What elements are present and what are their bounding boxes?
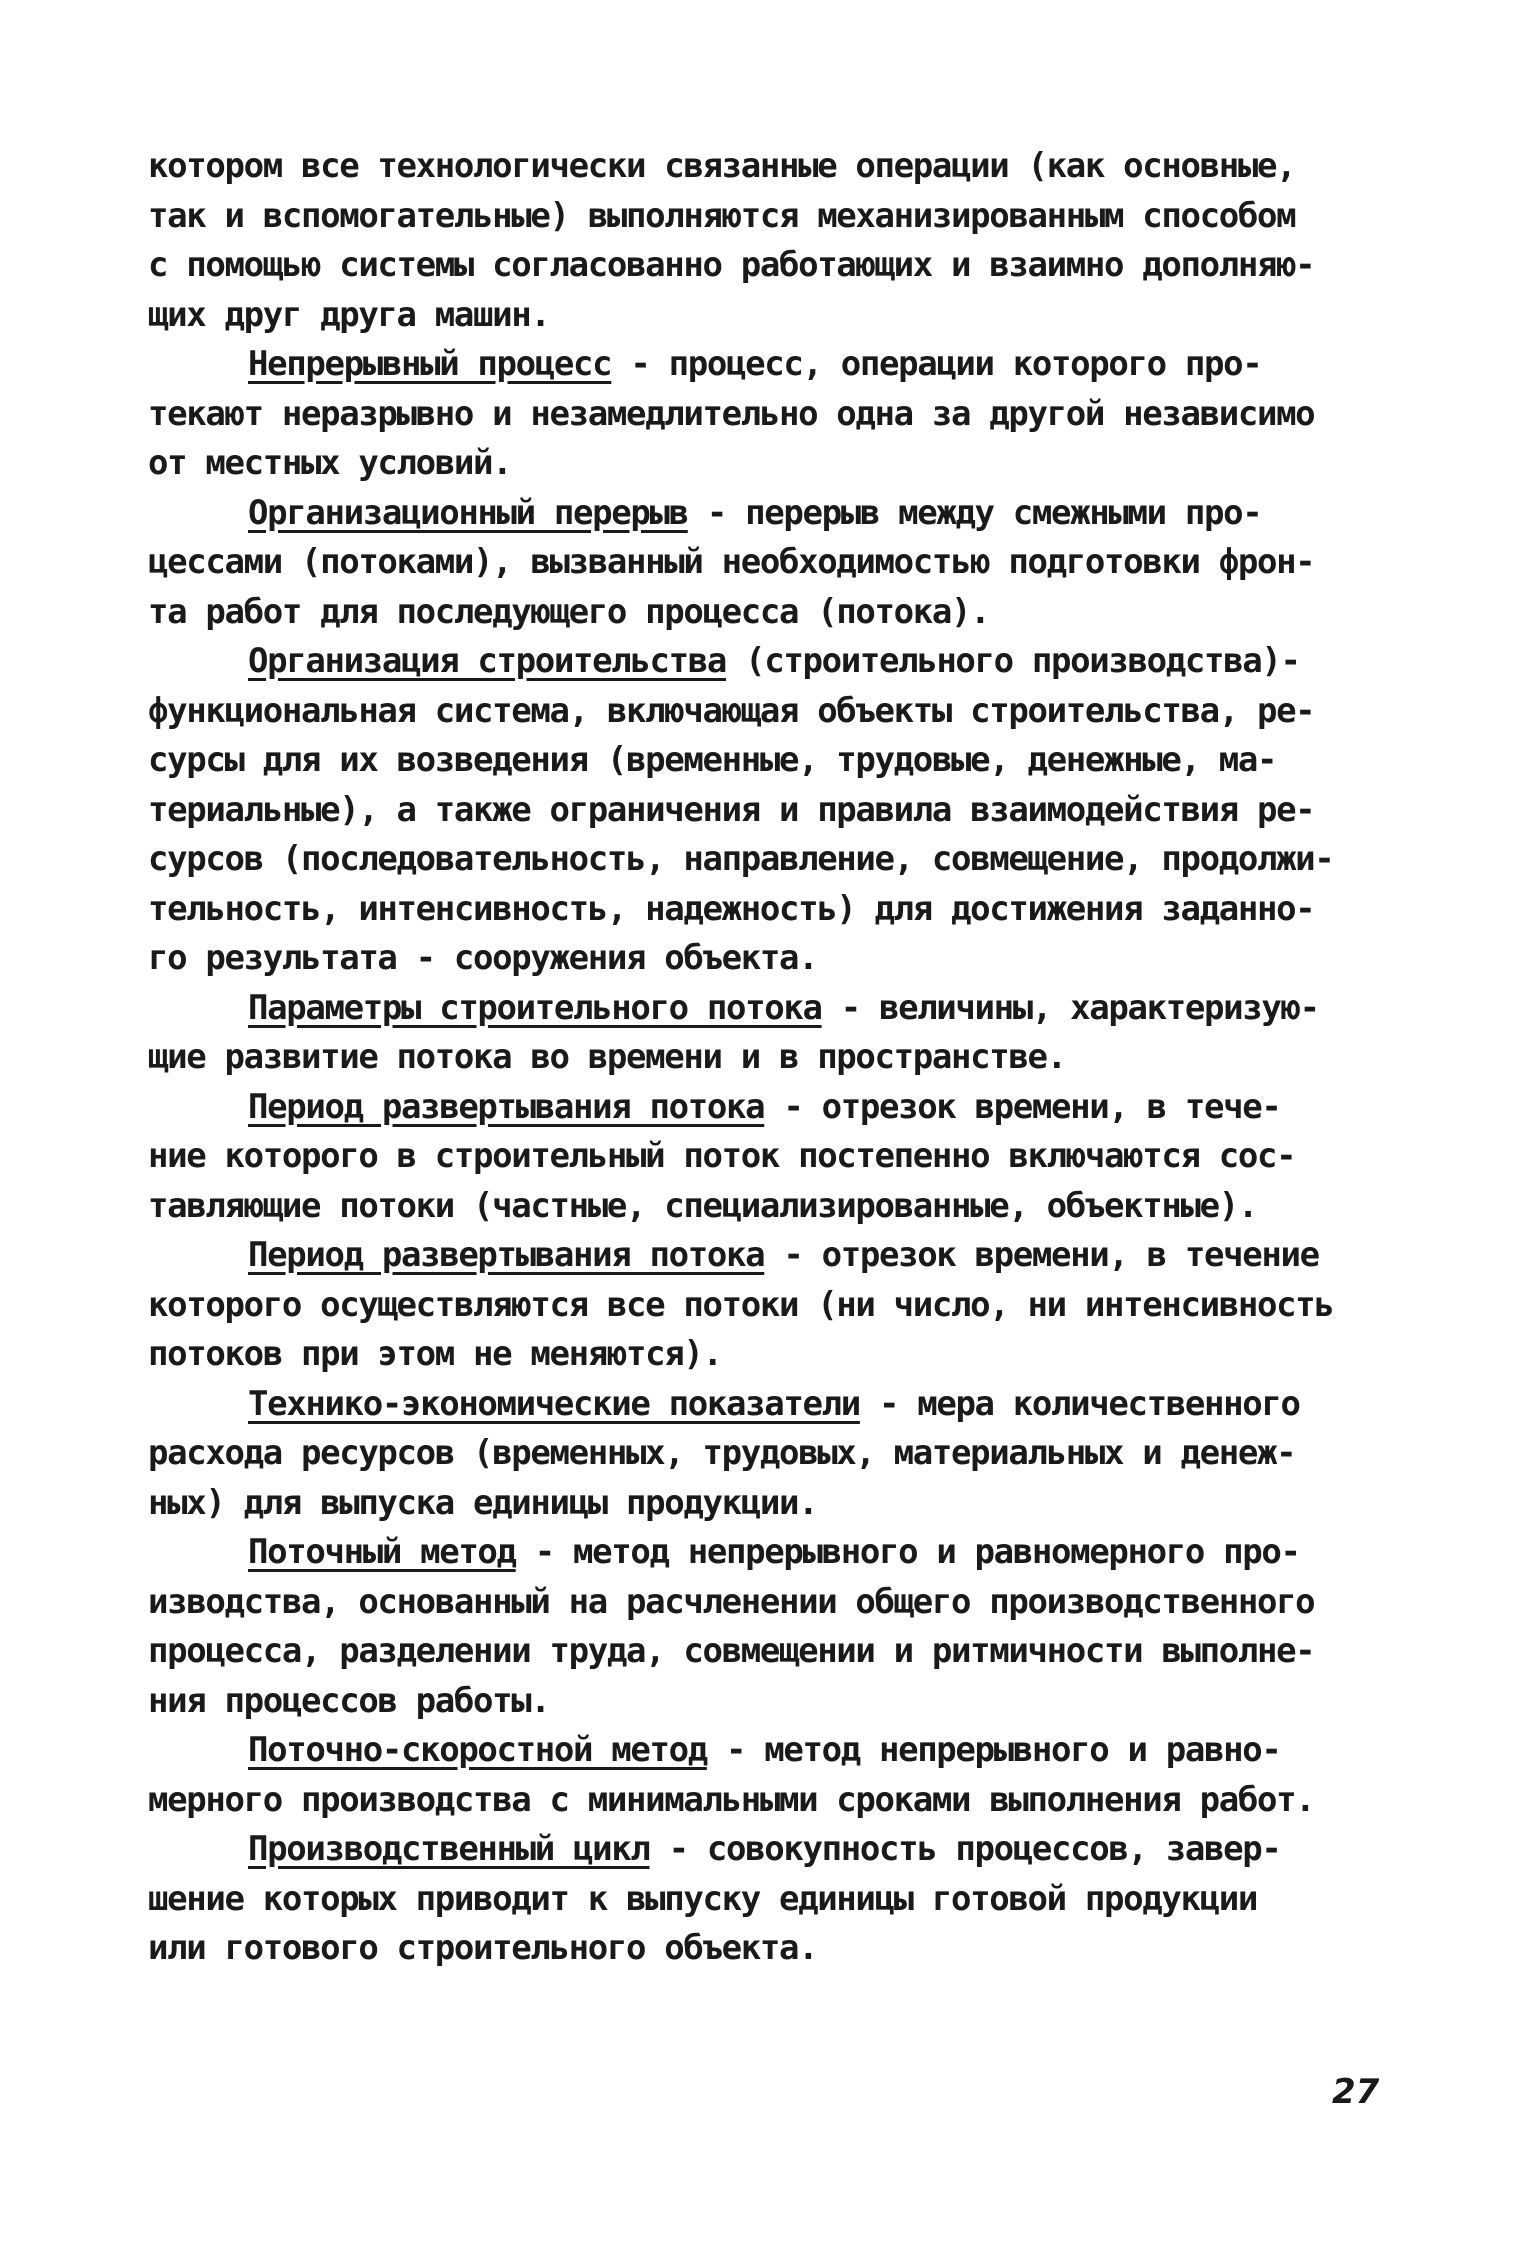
text-line: которого осуществляются все потоки (ни число, ни интенсивность — [148, 1284, 1334, 1325]
definition-term: Поточно-скоростной метод — [248, 1730, 707, 1770]
text-line: - мера количественного — [859, 1383, 1300, 1424]
definition-term: Период развертывания потока — [248, 1235, 765, 1275]
document-page — [148, 142, 1408, 1974]
definition-construction-organization — [148, 637, 1408, 984]
text-line: - отрезок времени, в течение — [764, 1235, 1319, 1275]
text-line: процесса, разделении труда, совмещении и ритмичности выполне- — [148, 1631, 1315, 1671]
text-line: шение которых приводит к выпуску единицы готовой продукции — [148, 1878, 1257, 1919]
text-line: тавляющие потоки (частные, специализированные, объектные). — [148, 1185, 1257, 1226]
text-line: - метод непрерывного и равномерного про- — [515, 1532, 1300, 1572]
text-line: изводства, основанный на расчленении общего производственного — [148, 1581, 1315, 1622]
text-line: ние которого в строительный поток постепенно включаются сос- — [148, 1136, 1296, 1176]
text-line: потоков при этом не меняются). — [148, 1334, 722, 1374]
definition-first-line — [148, 489, 1408, 539]
text-line: сурсы для их возведения (временные, трудовые, денежные, ма- — [148, 740, 1277, 780]
definition-first-line — [148, 1231, 1408, 1281]
definition-term: Период развертывания потока — [248, 1086, 765, 1127]
text-line: та работ для последующего процесса (потока). — [148, 591, 990, 632]
text-line: го результата - сооружения объекта. — [148, 938, 818, 978]
text-line: функциональная система, включающая объекты строительства, ре- — [148, 690, 1315, 731]
definition-first-line — [148, 1726, 1408, 1776]
text-line: так и вспомогательные) выполняются механизированным способом — [148, 195, 1296, 236]
definition-organizational-break — [148, 489, 1408, 638]
definition-flow-deployment-period — [148, 1083, 1408, 1232]
text-line: сурсов (последовательность, направление, совмещение, продолжи- — [148, 839, 1334, 879]
text-line: (строительного производства)- — [726, 641, 1300, 681]
text-line: или готового строительного объекта. — [148, 1928, 818, 1968]
text-line: ных) для выпуска единицы продукции. — [148, 1482, 818, 1523]
definition-flow-method — [148, 1528, 1408, 1726]
definition-first-line — [148, 1528, 1408, 1578]
definition-first-line — [148, 1825, 1408, 1875]
text-line: - метод непрерывного и равно- — [706, 1730, 1281, 1770]
text-line: - процесс, операции которого про- — [611, 344, 1262, 384]
definition-first-line — [148, 340, 1408, 390]
text-line: расхода ресурсов (временных, трудовых, материальных и денеж- — [148, 1433, 1296, 1473]
text-line: цессами (потоками), вызванный необходимостью подготовки фрон- — [148, 542, 1315, 582]
page-number: 27 — [1332, 2072, 1380, 2112]
text-line: - отрезок времени, в тече- — [764, 1086, 1281, 1127]
definition-production-cycle — [148, 1825, 1408, 1974]
definition-continuous-process — [148, 340, 1408, 489]
definition-term: Производственный цикл — [248, 1829, 650, 1869]
text-line: териальные), а также ограничения и правила взаимодействия ре- — [148, 789, 1315, 830]
definition-flow-deployment-period-2 — [148, 1231, 1408, 1380]
definition-term: Непрерывный процесс — [248, 344, 612, 384]
definition-term: Технико-экономические показатели — [248, 1383, 860, 1424]
definition-term: Организация строительства — [248, 641, 726, 681]
text-line: щих друг друга машин. — [148, 294, 550, 335]
text-line: щие развитие потока во времени и в пространстве. — [148, 1037, 1066, 1077]
text-line: - совокупность процессов, завер- — [649, 1829, 1281, 1869]
text-line: тельность, интенсивность, надежность) для достижения заданно- — [148, 888, 1315, 929]
text-line: текают неразрывно и незамедлительно одна за другой независимо — [148, 393, 1315, 434]
definition-first-line — [148, 1380, 1408, 1430]
definition-term: Организационный перерыв — [248, 492, 688, 533]
text-line: с помощью системы согласованно работающих и взаимно дополняю- — [148, 245, 1315, 285]
definition-term: Поточный метод — [248, 1532, 516, 1572]
text-line: ния процессов работы. — [148, 1680, 550, 1721]
text-line: мерного производства с минимальными сроками выполнения работ. — [148, 1779, 1315, 1820]
text-line: - перерыв между смежными про- — [687, 492, 1262, 533]
definition-first-line — [148, 984, 1408, 1034]
definition-flow-speed-method — [148, 1726, 1408, 1825]
definition-technical-economic-indicators — [148, 1380, 1408, 1529]
definition-first-line — [148, 1083, 1408, 1133]
text-line: от местных условий. — [148, 443, 512, 483]
definition-flow-parameters — [148, 984, 1408, 1083]
definition-first-line — [148, 637, 1408, 687]
definition-term: Параметры строительного потока — [248, 987, 822, 1028]
text-line: котором все технологически связанные операции (как основные, — [148, 146, 1296, 186]
text-line: - величины, характеризую- — [821, 987, 1319, 1028]
paragraph-intro — [148, 142, 1408, 340]
